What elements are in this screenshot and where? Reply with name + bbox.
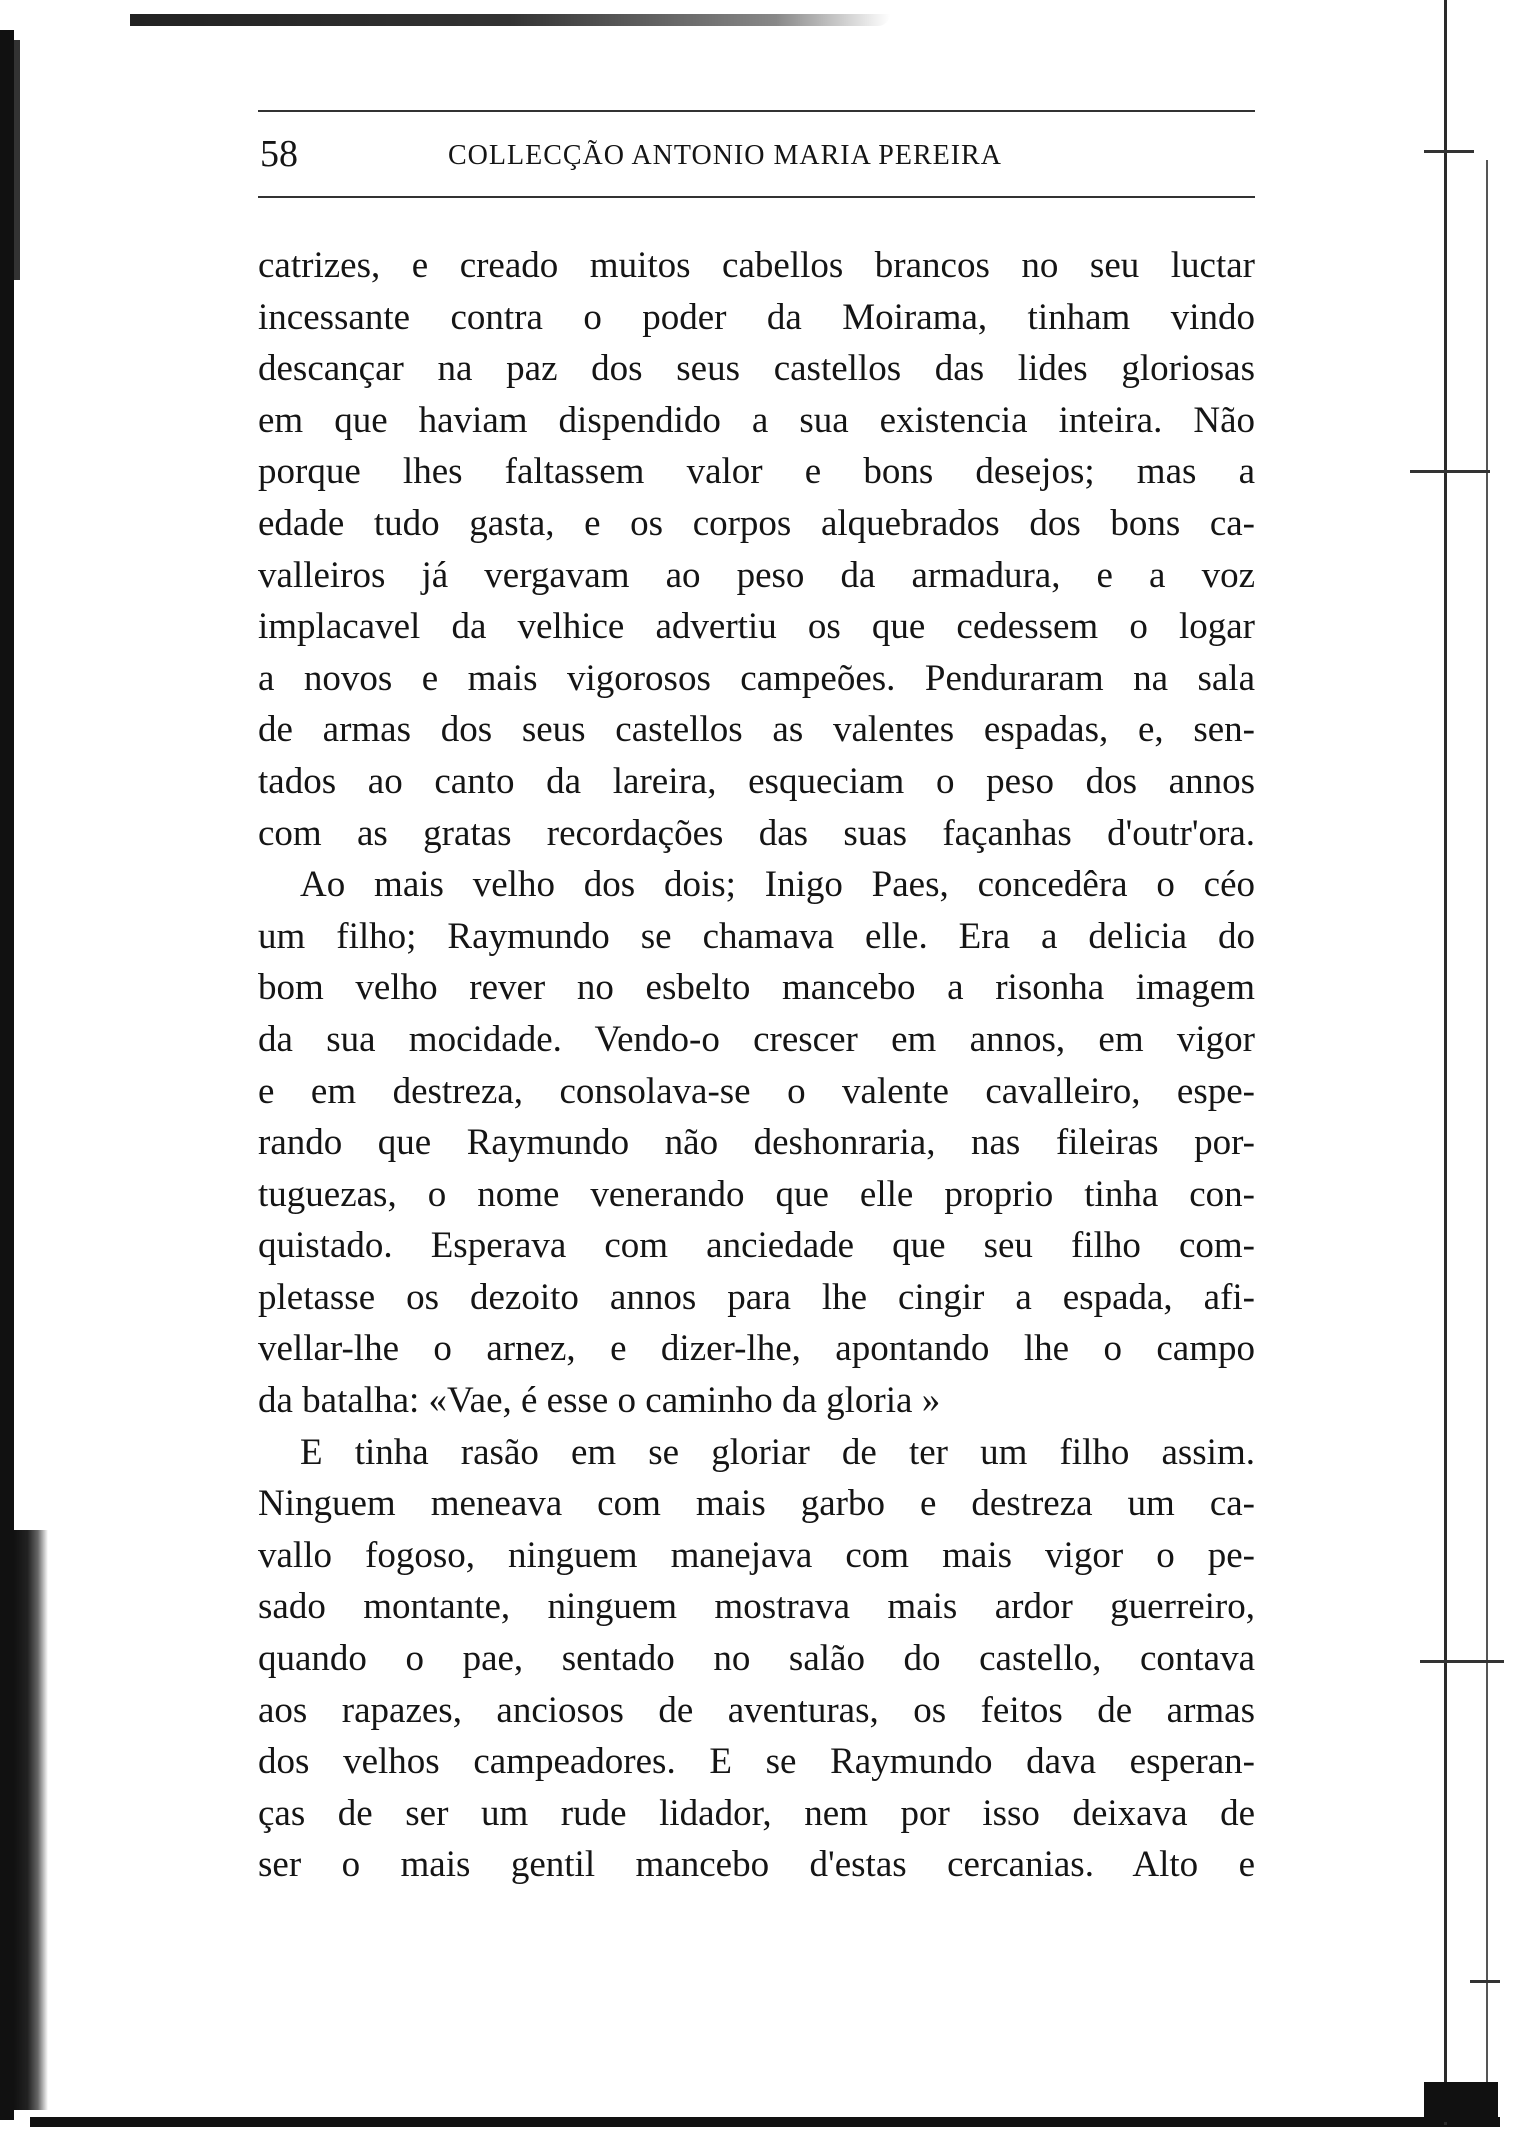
text-line: Ninguem meneava com mais garbo e destreza um ca- <box>258 1483 1255 1525</box>
text-line: e em destreza, consolava-se o valente cavalleiro, espe- <box>258 1070 1255 1112</box>
text-line: quando o pae, sentado no salão do castello, contava <box>258 1638 1255 1680</box>
text-line: um filho; Raymundo se chamava elle. Era a delicia do <box>258 915 1255 957</box>
scan-tick <box>1470 1980 1500 1983</box>
text-line: ser o mais gentil mancebo d'estas cercanias. Alto e <box>258 1844 1255 1886</box>
text-line: vallo fogoso, ninguem manejava com mais vigor o pe- <box>258 1534 1255 1576</box>
text-line: edade tudo gasta, e os corpos alquebrados dos bons ca- <box>258 502 1255 544</box>
text-line: Ao mais velho dos dois; Inigo Paes, concedêra o céo <box>300 864 1255 906</box>
text-line: porque lhes faltassem valor e bons desejos; mas a <box>258 451 1255 493</box>
scan-edge-bottom <box>30 2117 1500 2127</box>
text-line: tuguezas, o nome venerando que elle proprio tinha con- <box>258 1173 1255 1215</box>
page-header <box>258 110 1255 198</box>
text-line: em que haviam dispendido a sua existencia inteira. Não <box>258 399 1255 441</box>
text-line: de armas dos seus castellos as valentes espadas, e, sen- <box>258 709 1255 751</box>
scan-edge-left <box>0 30 14 2120</box>
scan-edge-left-bottom <box>14 1530 48 2110</box>
text-line: da sua mocidade. Vendo-o crescer em annos, em vigor <box>258 1018 1255 1060</box>
text-line: catrizes, e creado muitos cabellos brancos no seu luctar <box>258 245 1255 286</box>
page-number: 58 <box>260 133 298 175</box>
text-line: quistado. Esperava com anciedade que seu filho com- <box>258 1225 1255 1267</box>
scan-smear-top <box>130 14 890 26</box>
text-line: aos rapazes, anciosos de aventuras, os feitos de armas <box>258 1689 1255 1731</box>
text-line: a novos e mais vigorosos campeões. Penduraram na sala <box>258 657 1255 699</box>
text-line: pletasse os dezoito annos para lhe cingir a espada, afi- <box>258 1276 1255 1318</box>
text-line: ças de ser um rude lidador, nem por isso deixava de <box>258 1792 1255 1834</box>
scan-tick <box>1420 1660 1504 1663</box>
text-line: com as gratas recordações das suas façanhas d'outr'ora. <box>258 812 1255 854</box>
text-line: valleiros já vergavam ao peso da armadura, e a voz <box>258 554 1255 596</box>
scan-edge-right-inner <box>1486 160 1488 2120</box>
scan-edge-right <box>1444 0 1447 2125</box>
text-line: incessante contra o poder da Moirama, tinham vindo <box>258 296 1255 338</box>
header-rule-top <box>258 110 1255 112</box>
text-line: bom velho rever no esbelto mancebo a risonha imagem <box>258 967 1255 1009</box>
header-rule-bottom <box>258 196 1255 198</box>
text-line: E tinha rasão em se gloriar de ter um filho assim. <box>300 1431 1255 1473</box>
body-text <box>258 240 1255 1891</box>
scan-corner-block <box>1424 2082 1498 2122</box>
text-line: implacavel da velhice advertiu os que cedessem o logar <box>258 606 1255 648</box>
scan-tick <box>1410 470 1490 473</box>
text-line: dos velhos campeadores. E se Raymundo dava esperan- <box>258 1741 1255 1783</box>
text-line: vellar-lhe o arnez, e dizer-lhe, apontando lhe o campo <box>258 1328 1255 1370</box>
scan-tick <box>1424 150 1474 153</box>
text-line: descançar na paz dos seus castellos das lides gloriosas <box>258 348 1255 390</box>
text-line: da batalha: «Vae, é esse o caminho da gloria » <box>258 1380 941 1422</box>
text-line: tados ao canto da lareira, esqueciam o peso dos annos <box>258 760 1255 802</box>
text-line: rando que Raymundo não deshonraria, nas fileiras por- <box>258 1122 1255 1164</box>
text-line: sado montante, ninguem mostrava mais ardor guerreiro, <box>258 1586 1255 1628</box>
running-title: COLLECÇÃO ANTONIO MARIA PEREIRA <box>448 140 1002 171</box>
scan-edge-left-top <box>14 40 20 280</box>
